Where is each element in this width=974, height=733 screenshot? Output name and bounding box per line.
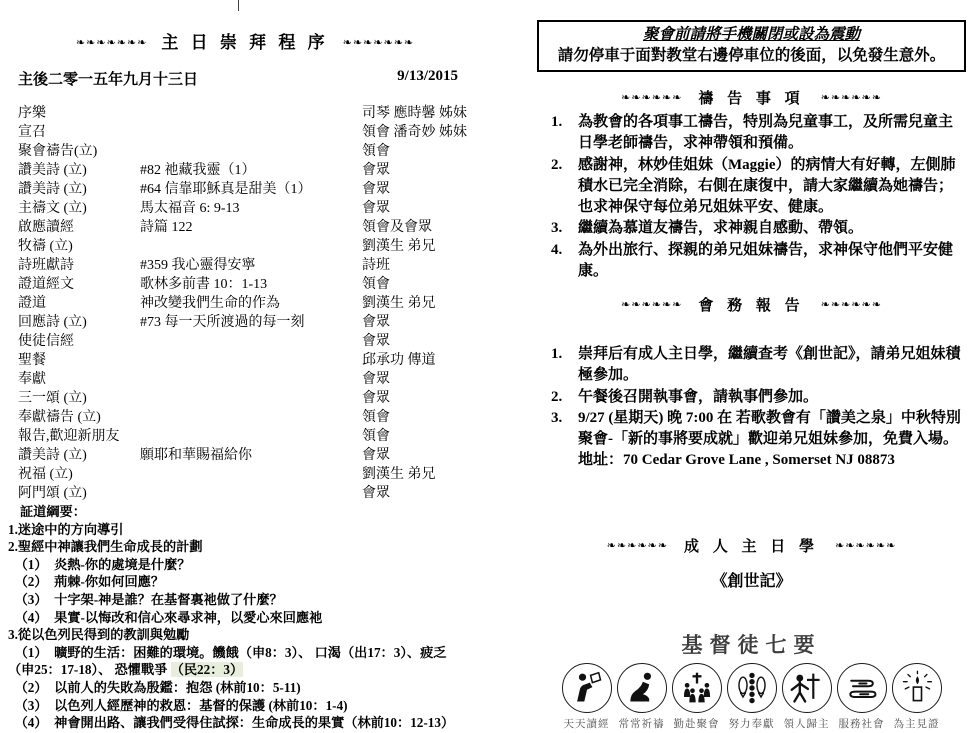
program-item: 詩班獻詩	[18, 258, 74, 273]
program-leader: 會眾	[362, 391, 390, 406]
reading-icon	[562, 663, 612, 713]
program-row	[18, 484, 484, 503]
program-row	[18, 123, 484, 142]
program-leader: 詩班	[362, 258, 390, 273]
outline-line	[8, 714, 494, 732]
outline-line	[8, 626, 494, 644]
program-detail: #359 我心靈得安寧	[140, 258, 256, 273]
program-row	[18, 389, 484, 408]
outline-text: 3.從以色列民得到的教訓與勉勵	[8, 627, 190, 643]
program-detail	[140, 104, 362, 123]
business-header-text: 會 務 報 告	[698, 298, 805, 314]
program-row	[18, 142, 484, 161]
date-chinese: 主後二零一五年九月十三日	[18, 72, 199, 88]
seven-item-congregation	[670, 663, 723, 731]
seven-label: 領人歸主	[783, 718, 830, 730]
program-item: 主禱文 (立)	[18, 201, 87, 216]
right-page	[537, 0, 966, 733]
program-row	[18, 465, 484, 484]
item-text: 繼續為慕道友禱告，求神親自感動、帶領。	[578, 220, 864, 237]
program-leader: 會眾	[362, 448, 390, 463]
program-leader: 領會	[362, 410, 390, 425]
program-leader: 會眾	[362, 182, 390, 197]
ornament-right: ❧❧❧❧❧❧	[820, 298, 882, 311]
prayer-header	[537, 87, 966, 108]
program-item: 聚會禱告(立)	[18, 144, 98, 159]
outline-line	[8, 644, 494, 662]
ornament-left: ❧❧❧❧❧❧	[606, 539, 668, 552]
program-item: 奉獻禱告 (立)	[18, 410, 101, 425]
outline-text: 2.聖經中神讓我們生命成長的計劃	[8, 539, 203, 555]
study-book-title: 《創世記》	[711, 573, 792, 590]
outline-line	[8, 679, 494, 697]
outline-text: （申25：17-18）、 恐懼戰爭	[8, 662, 171, 678]
business-header	[537, 294, 966, 315]
seven-item-service	[835, 663, 888, 731]
seven-label: 天天讀經	[563, 718, 610, 730]
outline-line	[8, 609, 494, 627]
list-item	[545, 387, 966, 408]
sunday-school-header-text: 成 人 主 日 學	[683, 539, 819, 555]
program-row	[18, 275, 484, 294]
parking-notice: 請勿停車于面對教堂右邊停車位的後面，以免發生意外。	[557, 47, 946, 64]
date-western: 9/13/2015	[397, 68, 458, 84]
program-leader: 會眾	[362, 372, 390, 387]
list-item	[545, 344, 966, 387]
outline-line	[8, 521, 494, 539]
item-number: 2.	[551, 388, 563, 405]
program-leader: 邱承功 傳道	[362, 353, 436, 368]
outline-text: （3） 以色列人經歷神的救恩：基督的保護 (林前10：1-4)	[8, 697, 348, 713]
seven-item-reading	[560, 663, 613, 731]
seven-item-evangelism	[780, 663, 833, 731]
date-row	[18, 68, 458, 89]
program-leader: 司琴 應時馨 姊妹	[362, 106, 467, 121]
program-detail: #73 每一天所渡過的每一刻	[140, 315, 305, 330]
item-number: 3.	[551, 220, 563, 237]
item-text: 為教會的各項事工禱告，特別為兒童事工，及所需兒童主日學老師禱告，求神帶領和預備。	[578, 114, 954, 152]
seven-item-praying	[615, 663, 668, 731]
seven-label: 服務社會	[838, 718, 885, 730]
program-row	[18, 180, 484, 199]
notice-box	[537, 20, 966, 72]
program-item: 三一頌 (立)	[18, 391, 87, 406]
outline-text: （2） 以前人的失敗為殷鑑：抱怨 (林前10：5-11)	[8, 679, 301, 695]
outline-line	[8, 538, 494, 556]
list-item	[545, 408, 966, 472]
seven-label: 努力奉獻	[728, 718, 775, 730]
praying-icon	[617, 663, 667, 713]
program-row	[18, 294, 484, 313]
program-row	[18, 218, 484, 237]
program-row	[18, 427, 484, 446]
program-detail: 詩篇 122	[140, 220, 193, 235]
outline-line	[8, 556, 494, 574]
item-number: 3.	[551, 409, 563, 426]
program-leader: 領會及會眾	[362, 220, 432, 235]
program-leader: 會眾	[362, 315, 390, 330]
outline-text: （1） 曠野的生活：困難的環境。饑餓（申8：3）、 口渴（出17：3）、疲乏	[8, 644, 447, 660]
item-number: 1.	[551, 346, 563, 362]
program-detail	[140, 351, 362, 370]
item-text: 為外出旅行、探親的弟兄姐妹禱告，求神保守他們平安健康。	[578, 241, 954, 280]
ornament-right: ❧❧❧❧❧❧	[835, 539, 897, 552]
sermon-outline	[8, 503, 494, 732]
program-leader: 領會	[362, 277, 390, 292]
page-title: 主 日 崇 拜 程 序	[161, 33, 329, 52]
list-item	[545, 240, 966, 283]
program-item: 聖餐	[18, 353, 46, 368]
program-item: 祝福 (立)	[18, 467, 73, 482]
evangelism-icon	[782, 663, 832, 713]
ornament-right: ❧❧❧❧❧❧❧	[342, 36, 415, 49]
ornament-left: ❧❧❧❧❧❧❧	[75, 36, 148, 49]
program-row	[18, 446, 484, 465]
program-item: 讚美詩 (立)	[18, 182, 87, 197]
outline-text: 1.迷途中的方向導引	[8, 521, 124, 537]
program-item: 牧禱 (立)	[18, 239, 73, 254]
program-item: 使徒信經	[18, 334, 74, 349]
phone-notice: 聚會前請將手機關閉或設為震動	[642, 26, 860, 43]
item-text: 感謝神，林妙佳姐妹（Maggie）的病情大有好轉，左側肺積水已完全消除，右側在康復中，請大家繼續為她禱告；也求神保守每位弟兄姐妹平安、健康。	[578, 156, 956, 216]
sunday-school-header	[537, 535, 966, 556]
seven-label: 勤赴聚會	[673, 718, 720, 730]
program-item: 讚美詩 (立)	[18, 163, 87, 178]
offering-icon	[727, 663, 777, 713]
program-detail	[140, 465, 362, 484]
program-detail	[140, 142, 362, 161]
seven-label: 為主見證	[893, 718, 940, 730]
item-text: 午餐後召開執事會，請執事們參加。	[578, 388, 819, 405]
program-detail	[140, 389, 362, 408]
program-detail: 神改變我們生命的作為	[140, 296, 280, 311]
item-text: 9/27 (星期天) 晚 7:00 在 若歌教會有「讚美之泉」中秋特別聚會-「新的事將要成就」歡迎弟兄姐妹參加，免費入場。 地址：70 Cedar Grove Lane , Somerset NJ 08873	[578, 409, 961, 469]
outline-line	[8, 697, 494, 715]
program-row	[18, 408, 484, 427]
seven-essentials-title: 基督徒七要	[681, 634, 822, 657]
outline-text: （2） 荊棘-你如何回應？	[8, 574, 165, 590]
program-row	[18, 256, 484, 275]
outline-heading: 証道綱要：	[20, 504, 86, 519]
program-detail: 歌林多前書 10：1-13	[140, 277, 268, 292]
program-leader: 會眾	[362, 334, 390, 349]
program-item: 回應詩 (立)	[18, 315, 87, 330]
item-number: 2.	[551, 156, 563, 173]
program-item: 證道經文	[18, 277, 74, 292]
seven-item-witness	[890, 663, 943, 731]
program-row	[18, 161, 484, 180]
program-row	[18, 370, 484, 389]
program-row	[18, 237, 484, 256]
ornament-left: ❧❧❧❧❧❧	[621, 91, 683, 104]
program-item: 啟應讀經	[18, 220, 74, 235]
program-item: 證道	[18, 296, 46, 311]
program-leader: 劉漢生 弟兄	[362, 296, 436, 311]
program-leader: 領會	[362, 429, 390, 444]
ornament-left: ❧❧❧❧❧❧	[621, 298, 683, 311]
program-leader: 會眾	[362, 163, 390, 178]
outline-text: （3） 十字架-神是誰？在基督裏祂做了什麼？	[8, 591, 283, 607]
program-leader: 會眾	[362, 486, 390, 501]
list-item	[545, 218, 966, 239]
worship-title-row	[0, 28, 490, 53]
item-text: 崇拜后有成人主日學，繼續查考《創世記》，請弟兄姐妹積極參加。	[578, 346, 961, 384]
list-item	[545, 155, 966, 219]
program-item: 序樂	[18, 106, 46, 121]
program-row	[18, 351, 484, 370]
outline-lines	[8, 521, 494, 732]
program-item: 報告,歡迎新朋友	[18, 429, 120, 444]
business-list	[545, 344, 966, 472]
program-item: 奉獻	[18, 372, 46, 387]
program-leader: 劉漢生 弟兄	[362, 239, 436, 254]
program-detail	[140, 332, 362, 351]
program-detail	[140, 123, 362, 142]
program-detail	[140, 427, 362, 446]
list-item	[545, 112, 966, 155]
program-detail	[140, 370, 362, 389]
item-number: 4.	[551, 241, 563, 258]
outline-line	[8, 661, 494, 679]
highlighted-reference: （民22：3）	[170, 662, 244, 678]
program-row	[18, 313, 484, 332]
program-detail: 願耶和華賜福給你	[140, 448, 252, 463]
seven-item-offering	[725, 663, 778, 731]
outline-line	[8, 591, 494, 609]
program-item: 宣召	[18, 125, 46, 140]
seven-label: 常常祈禱	[618, 718, 665, 730]
program-leader: 領會	[362, 144, 390, 159]
program-item: 阿門頌 (立)	[18, 486, 87, 501]
prayer-header-text: 禱 告 事 項	[698, 91, 805, 107]
program-leader: 領會 潘奇妙 姊妹	[362, 125, 467, 140]
program-row	[18, 332, 484, 351]
congregation-icon	[672, 663, 722, 713]
outline-line	[8, 573, 494, 591]
program-detail: 馬太福音 6: 9-13	[140, 201, 240, 216]
program-leader: 會眾	[362, 201, 390, 216]
candle-witness-icon	[892, 663, 942, 713]
prayer-list	[545, 112, 966, 282]
outline-text: （4） 神會開出路、讓我們受得住試探：生命成長的果實（林前10：12-13）	[8, 715, 455, 731]
seven-icons-row	[537, 663, 966, 731]
program-detail: #82 祂藏我靈（1）	[140, 163, 256, 178]
item-number: 1.	[551, 114, 563, 130]
program-detail	[140, 237, 362, 256]
program-table	[18, 104, 484, 503]
program-item: 讚美詩 (立)	[18, 448, 87, 463]
program-row	[18, 104, 484, 123]
program-row	[18, 199, 484, 218]
seven-essentials	[537, 629, 966, 731]
service-icon	[837, 663, 887, 713]
program-detail	[140, 484, 362, 503]
program-detail	[140, 408, 362, 427]
outline-text: （1） 炎熱-你的處境是什麼？	[8, 556, 191, 572]
outline-text: （4） 果實-以悔改和信心來尋求神，以愛心來回應祂	[8, 609, 323, 625]
ornament-right: ❧❧❧❧❧❧	[820, 91, 882, 104]
program-detail: #64 信靠耶穌真是甜美（1）	[140, 182, 312, 197]
program-leader: 劉漢生 弟兄	[362, 467, 436, 482]
